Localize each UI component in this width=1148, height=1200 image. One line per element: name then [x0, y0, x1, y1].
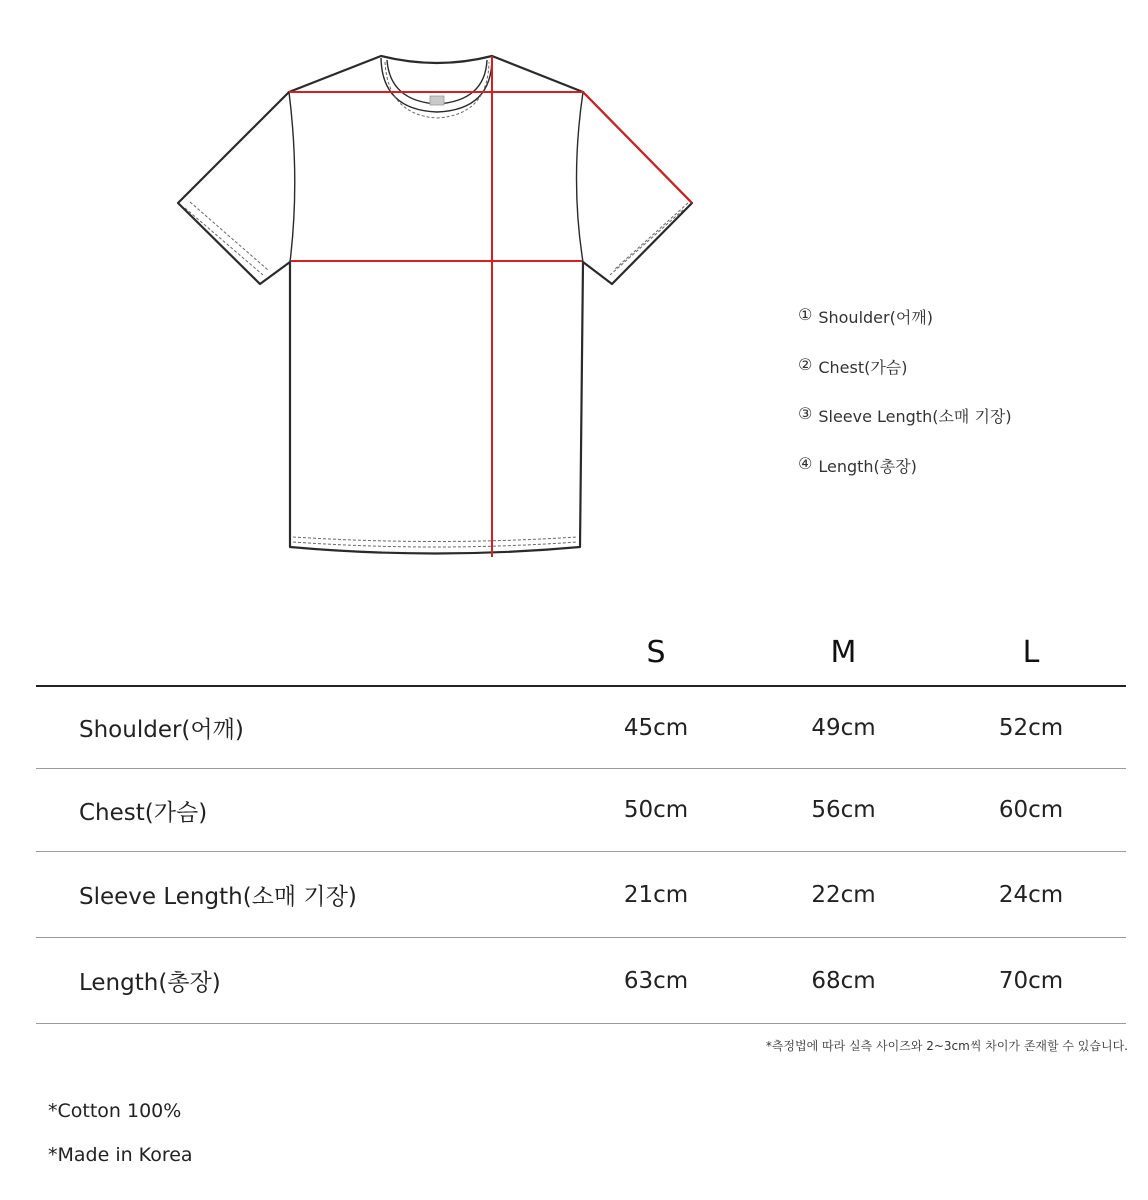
- cell-value: 24cm: [936, 852, 1126, 938]
- table-row: [36, 686, 1126, 769]
- cell-value: 60cm: [936, 769, 1126, 852]
- legend-label: Shoulder(어깨): [818, 308, 933, 327]
- tshirt-outline: [178, 56, 692, 554]
- product-info: [48, 1100, 193, 1188]
- legend-item-length: [798, 454, 1128, 504]
- header-size-m: M: [751, 620, 936, 686]
- header-size-s: S: [561, 620, 751, 686]
- origin-text: *Made in Korea: [48, 1144, 193, 1166]
- cell-value: 52cm: [936, 686, 1126, 769]
- cell-value: 50cm: [561, 769, 751, 852]
- header-cell-empty: [36, 620, 561, 686]
- cell-value: 68cm: [751, 938, 936, 1024]
- cell-value: 22cm: [751, 852, 936, 938]
- table-header-row: [36, 620, 1126, 686]
- legend-item-shoulder: [798, 305, 1128, 355]
- neck-label: [430, 96, 444, 105]
- material-text: *Cotton 100%: [48, 1100, 182, 1122]
- cell-value: 45cm: [561, 686, 751, 769]
- row-label: Shoulder(어깨): [36, 686, 561, 769]
- row-label: Chest(가슴): [36, 769, 561, 852]
- row-label: Sleeve Length(소매 기장): [36, 852, 561, 938]
- legend-label: Length(총장): [818, 456, 917, 476]
- header-size-l: L: [936, 620, 1126, 686]
- legend-label: Chest(가슴): [818, 357, 908, 377]
- legend-number: ④: [798, 453, 813, 473]
- legend-label: Sleeve Length(소매 기장): [818, 407, 1012, 426]
- row-label: Length(총장): [36, 938, 561, 1024]
- legend-number: ①: [798, 305, 813, 324]
- tshirt-diagram: [170, 50, 700, 565]
- size-chart-table: [36, 620, 1126, 1024]
- cell-value: 21cm: [561, 852, 751, 938]
- legend-number: ②: [798, 354, 813, 374]
- table-row: [36, 938, 1126, 1024]
- measurement-note: *측정법에 따라 실측 사이즈와 2~3cm씩 차이가 존재할 수 있습니다.: [765, 1039, 1128, 1053]
- legend-item-sleeve-length: [798, 404, 1128, 454]
- legend-number: ③: [798, 404, 813, 423]
- measurement-legend: [798, 305, 1128, 503]
- cell-value: 49cm: [751, 686, 936, 769]
- table-row: [36, 769, 1126, 852]
- cell-value: 70cm: [936, 938, 1126, 1024]
- table-row: [36, 852, 1126, 938]
- cell-value: 63cm: [561, 938, 751, 1024]
- legend-item-chest: [798, 355, 1128, 405]
- cell-value: 56cm: [751, 769, 936, 852]
